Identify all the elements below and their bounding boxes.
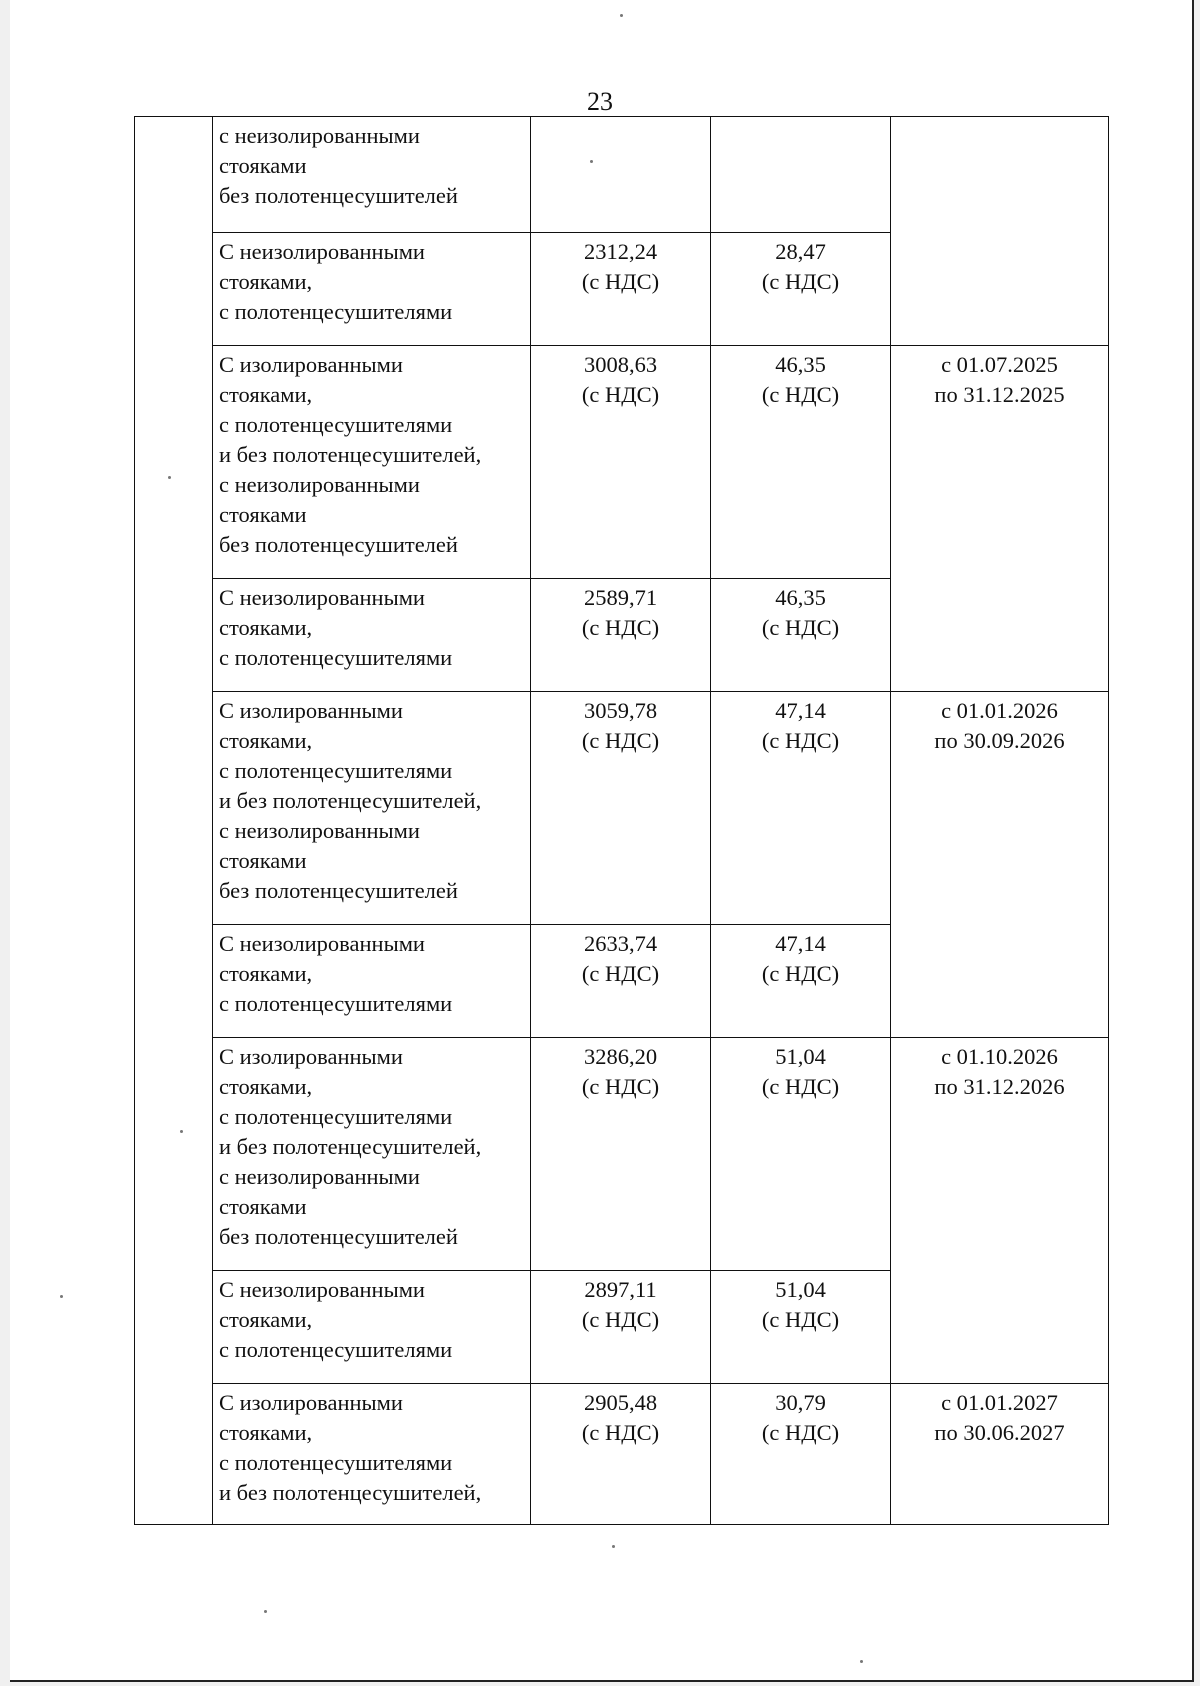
scan-speck xyxy=(168,476,171,479)
price-cell xyxy=(531,117,711,233)
scan-speck xyxy=(180,1130,183,1133)
empty-left-column xyxy=(135,117,213,1525)
rate-cell xyxy=(711,117,891,233)
scan-speck xyxy=(60,1295,63,1298)
rate-cell: 30,79 (с НДС) xyxy=(711,1384,891,1525)
price-cell: 3059,78 (с НДС) xyxy=(531,692,711,925)
scan-speck xyxy=(860,1660,863,1663)
rate-cell: 46,35 (с НДС) xyxy=(711,346,891,579)
price-cell: 2589,71 (с НДС) xyxy=(531,579,711,692)
rate-cell: 51,04 (с НДС) xyxy=(711,1271,891,1384)
period-cell: с 01.10.2026 по 31.12.2026 xyxy=(891,1038,1109,1384)
rate-cell: 47,14 (с НДС) xyxy=(711,925,891,1038)
scan-speck xyxy=(590,160,593,163)
table-row xyxy=(135,1384,1109,1525)
page-number: 23 xyxy=(587,87,613,116)
description-cell: С изолированными стояками, с полотенцесушителями и без полотенцесушителей, с неизолированными стояками без полотенцесушителей xyxy=(213,1038,531,1271)
price-cell: 2633,74 (с НДС) xyxy=(531,925,711,1038)
period-cell: с 01.07.2025 по 31.12.2025 xyxy=(891,346,1109,692)
description-cell: С изолированными стояками, с полотенцесушителями и без полотенцесушителей, с неизолированными стояками без полотенцесушителей xyxy=(213,692,531,925)
table-row xyxy=(135,692,1109,925)
rate-cell: 51,04 (с НДС) xyxy=(711,1038,891,1271)
scan-speck xyxy=(612,1545,615,1548)
table-row xyxy=(135,346,1109,579)
period-cell: с 01.01.2026 по 30.09.2026 xyxy=(891,692,1109,1038)
price-cell: 3008,63 (с НДС) xyxy=(531,346,711,579)
rate-cell: 46,35 (с НДС) xyxy=(711,579,891,692)
tariff-table xyxy=(134,116,1109,1525)
description-cell: С неизолированными стояками, с полотенцесушителями xyxy=(213,579,531,692)
table-row xyxy=(135,1038,1109,1271)
rate-cell: 28,47 (с НДС) xyxy=(711,233,891,346)
description-cell: С неизолированными стояками, с полотенцесушителями xyxy=(213,1271,531,1384)
rate-cell: 47,14 (с НДС) xyxy=(711,692,891,925)
description-cell: С неизолированными стояками, с полотенцесушителями xyxy=(213,233,531,346)
description-cell: С изолированными стояками, с полотенцесушителями и без полотенцесушителей, с неизолированными стояками без полотенцесушителей xyxy=(213,346,531,579)
period-cell: с 01.01.2027 по 30.06.2027 xyxy=(891,1384,1109,1525)
price-cell: 3286,20 (с НДС) xyxy=(531,1038,711,1271)
scan-speck xyxy=(620,14,623,17)
scan-speck xyxy=(264,1610,267,1613)
period-cell xyxy=(891,117,1109,346)
description-cell: С неизолированными стояками, с полотенцесушителями xyxy=(213,925,531,1038)
table-row xyxy=(135,117,1109,233)
description-cell: с неизолированными стояками без полотенцесушителей xyxy=(213,117,531,233)
price-cell: 2905,48 (с НДС) xyxy=(531,1384,711,1525)
description-cell: С изолированными стояками, с полотенцесушителями и без полотенцесушителей, xyxy=(213,1384,531,1525)
price-cell: 2897,11 (с НДС) xyxy=(531,1271,711,1384)
price-cell: 2312,24 (с НДС) xyxy=(531,233,711,346)
